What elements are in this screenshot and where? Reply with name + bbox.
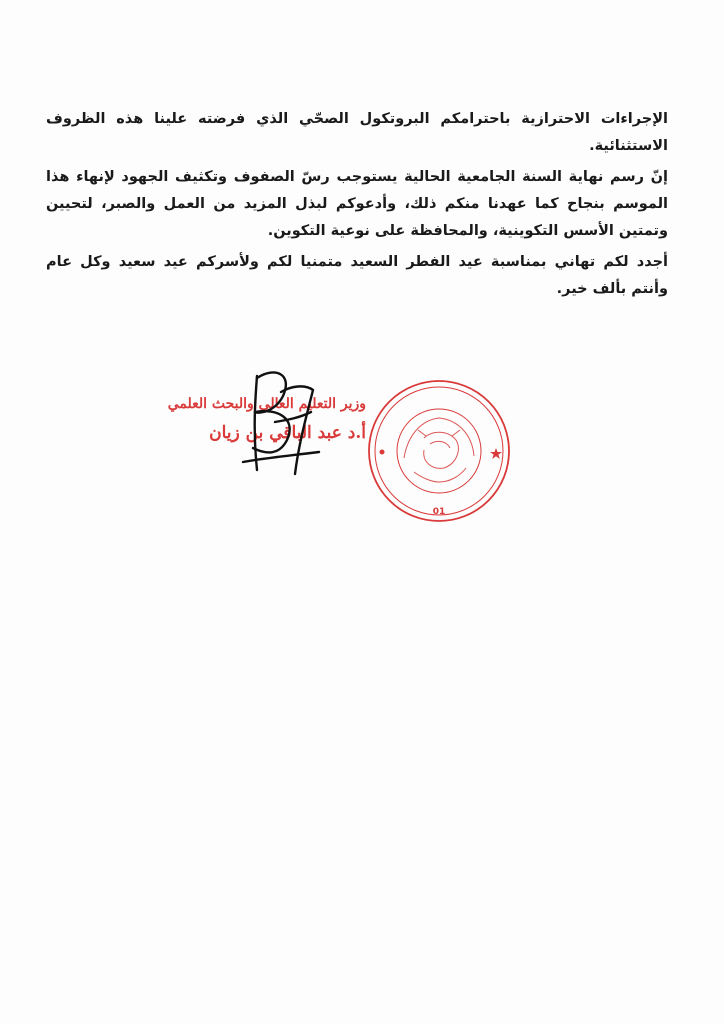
- minister-title: وزير التعليم العالي والبحث العلمي: [167, 396, 366, 412]
- handwritten-signature: [235, 362, 325, 480]
- minister-name: أ.د عبد الباقي بن زيان: [209, 423, 366, 443]
- paragraph-eid-greetings: أجدد لكم تهاني بمناسبة عيد الفطر السعيد متمنيا لكم ولأسركم عيد سعيد وكل عام وأنتم بألف خير.: [46, 254, 668, 297]
- letter-body: [46, 106, 668, 307]
- paragraph-year-end: إنّ رسم نهاية السنة الجامعية الحالية يستوجب رسّ الصفوف وتكثيف الجهود لإنهاء هذا الموسم بنجاح كما عهدنا منكم ذلك، وأدعوكم لبذل المزيد من العمل والصبر، لتحيين وتمتين الأسس التكوينية، والمحافظة على نوعية التكوين.: [46, 169, 668, 239]
- official-seal-stamp: [366, 378, 512, 524]
- seal-number: 01: [432, 507, 446, 517]
- paragraph-precautions: الإجراءات الاحترازية باحترامكم البروتكول الصحّي الذي فرضته علينا هذه الظروف الاستثنائية.: [46, 111, 668, 154]
